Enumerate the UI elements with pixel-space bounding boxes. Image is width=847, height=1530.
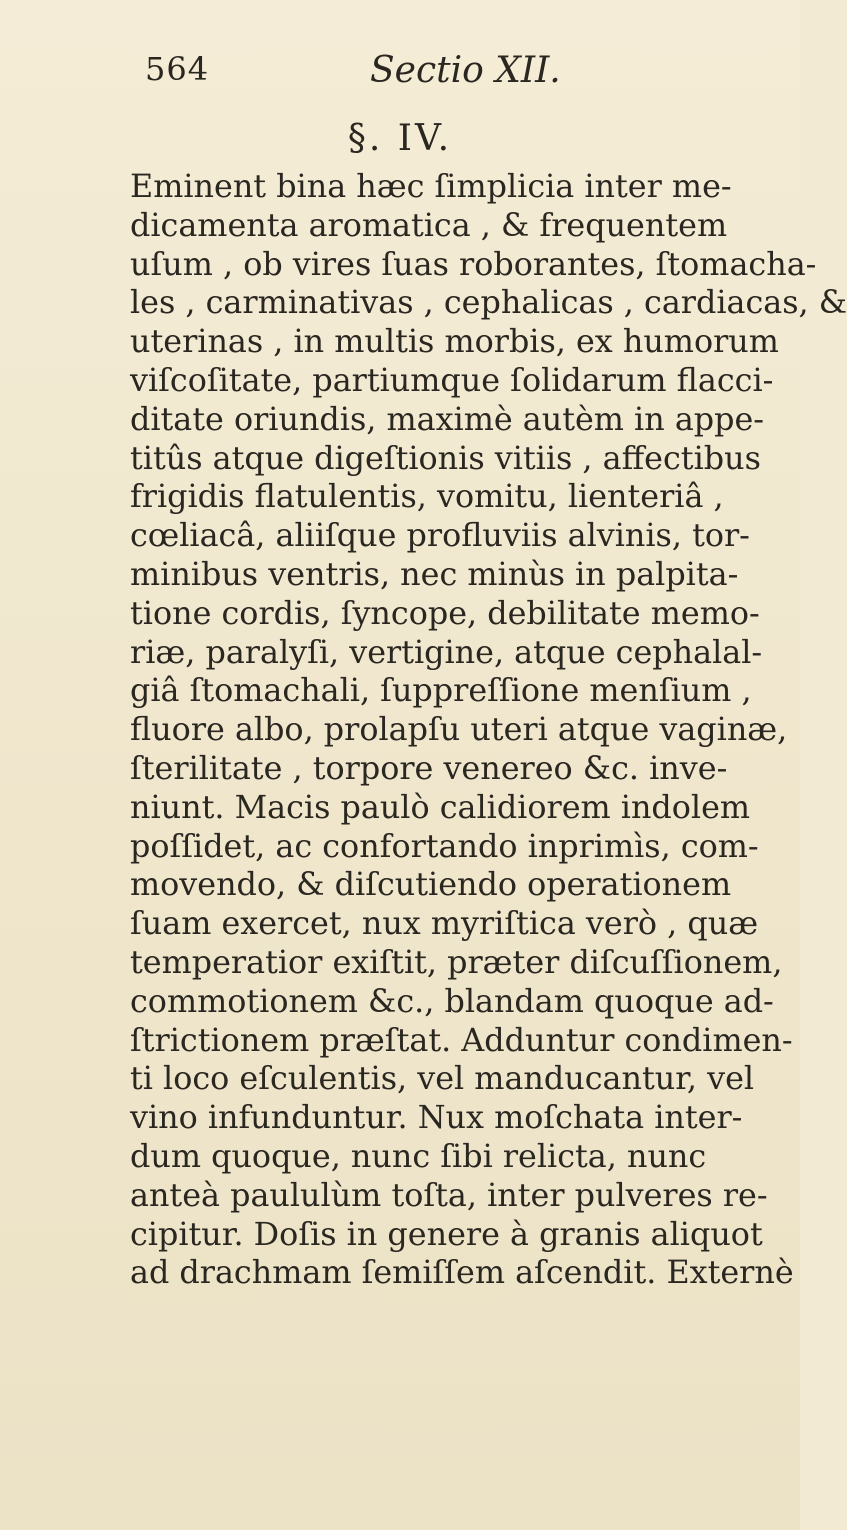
text-line: giâ ſtomachali, ſuppreſſione menſium , xyxy=(130,672,752,710)
text-line: Eminent bina hæc ſimplicia inter me- xyxy=(130,168,732,205)
text-line: uterinas , in multis morbis, ex humorum xyxy=(130,323,779,361)
text-line: minibus ventris, nec minùs in palpita- xyxy=(130,555,739,593)
page-header xyxy=(145,50,665,100)
text-line: ditate oriundis, maximè autèm in appe- xyxy=(130,400,765,438)
text-line: ti loco eſculentis, vel manducantur, vel xyxy=(130,1060,755,1098)
text-line: poſſidet, ac confortando inprimìs, com- xyxy=(130,827,759,865)
body-text xyxy=(130,168,847,1293)
running-head: Sectio XII. xyxy=(370,50,561,91)
text-line: les , carminativas , cephalicas , cardiacas, & xyxy=(130,284,847,322)
text-line: cœliacâ, aliiſque profluviis alvinis, tor- xyxy=(130,517,750,555)
text-line: riæ, paralyſi, vertigine, atque cephalal- xyxy=(130,633,763,671)
text-line: uſum , ob vires ſuas roborantes, ſtomacha- xyxy=(130,245,817,283)
text-line: dicamenta aromatica , & frequentem xyxy=(130,206,728,244)
text-line: frigidis flatulentis, vomitu, lienteriâ , xyxy=(130,478,724,516)
text-line: ſtrictionem præſtat. Adduntur condimen- xyxy=(130,1021,793,1059)
text-line: tione cordis, ſyncope, debilitate memo- xyxy=(130,594,760,632)
text-line: commotionem &c., blandam quoque ad- xyxy=(130,982,774,1020)
text-line: dum quoque, nunc ſibi relicta, nunc xyxy=(130,1137,707,1175)
text-line: anteà paululùm toſta, inter pulveres re- xyxy=(130,1176,768,1214)
text-line: fluore albo, prolapſu uteri atque vaginæ, xyxy=(130,711,788,749)
text-line: cipitur. Doſis in genere à granis aliquot xyxy=(130,1215,763,1253)
text-line: ſuam exercet, nux myriſtica verò , quæ xyxy=(130,905,759,943)
text-line: titûs atque digeſtionis vitiis , affectibus xyxy=(130,439,761,477)
text-line: temperatior exiſtit, præter diſcuſſionem, xyxy=(130,943,783,981)
page-number: 564 xyxy=(145,50,210,88)
text-line: niunt. Macis paulò calidiorem indolem xyxy=(130,788,751,826)
text-line: viſcoſitate, partiumque ſolidarum flacci- xyxy=(130,361,774,399)
section-heading: §. IV. xyxy=(347,118,453,159)
text-line: vino infunduntur. Nux moſchata inter- xyxy=(130,1099,743,1137)
text-line: ſterilitate , torpore venereo &c. inve- xyxy=(130,749,728,787)
text-line: movendo, & diſcutiendo operationem xyxy=(130,866,732,904)
text-line: ad drachmam ſemiſſem aſcendit. Externè xyxy=(130,1254,794,1292)
